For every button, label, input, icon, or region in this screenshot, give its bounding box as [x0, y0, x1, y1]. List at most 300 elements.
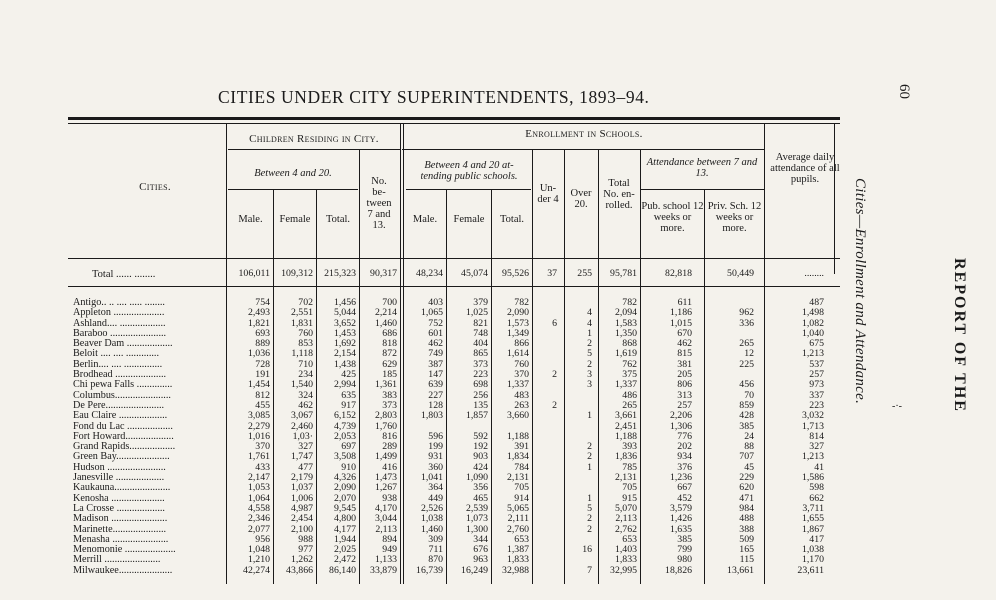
table-cell: 147 — [428, 369, 443, 381]
table-cell — [532, 494, 557, 504]
col-priv-sch — [704, 298, 754, 576]
total-avg-daily: ........ — [804, 268, 824, 279]
table-cell: 1,426 — [669, 513, 692, 525]
table-cell: 1,300 — [465, 523, 488, 535]
table-cell: 2,154 — [333, 348, 356, 360]
city-name: De Pere....................... — [73, 399, 165, 411]
table-cell: 1,188 — [506, 430, 529, 442]
table-cell: 1,350 — [614, 327, 637, 339]
table-cell: 676 — [473, 544, 488, 556]
table-cell: 32,995 — [610, 564, 637, 576]
table-cell: 1,213 — [801, 348, 824, 360]
table-cell: 1 — [587, 461, 592, 473]
table-cell: 2 — [587, 451, 592, 463]
table-cell: 4,739 — [333, 420, 356, 432]
table-cell: 707 — [739, 451, 754, 463]
table-cell: 2,762 — [614, 523, 637, 535]
table-cell: 43,866 — [286, 564, 313, 576]
table-cell: 1,03· — [292, 430, 313, 442]
table-cell — [532, 514, 557, 524]
table-cell: 711 — [428, 544, 443, 556]
table-cell: 3,711 — [802, 502, 824, 514]
table-cell: 337 — [809, 389, 824, 401]
table-cell: 2,090 — [506, 307, 529, 319]
table-cell: 4 — [587, 307, 592, 319]
table-cell: 165 — [739, 544, 754, 556]
table-cell: 370 — [255, 441, 270, 453]
col-enrolled-female — [446, 298, 488, 576]
table-cell: 192 — [473, 441, 488, 453]
table-cell: 199 — [428, 441, 443, 453]
table-cell: 1,065 — [420, 307, 443, 319]
total-priv-sch: 50,449 — [727, 268, 754, 279]
table-cell: 1,037 — [290, 482, 313, 494]
city-name: Beloit .... .... ............. — [73, 348, 160, 360]
table-cell: 698 — [473, 379, 488, 391]
table-cell: 4,800 — [333, 513, 356, 525]
table-cell — [532, 349, 557, 359]
table-cell: 456 — [739, 379, 754, 391]
table-cell: 1,499 — [374, 451, 397, 463]
table-cell: 748 — [473, 327, 488, 339]
table-cell: 2,454 — [290, 513, 313, 525]
table-cell: 5 — [587, 502, 592, 514]
city-name: Menomonie .................... — [73, 544, 176, 556]
table-cell: 381 — [677, 358, 692, 370]
table-cell: 675 — [809, 338, 824, 350]
table-cell: 509 — [739, 533, 754, 545]
city-name: Ashland.... .................. — [73, 317, 166, 329]
city-name: Beaver Dam .................. — [73, 338, 173, 350]
table-cell: 1,540 — [290, 379, 313, 391]
table-cell: 956 — [255, 533, 270, 545]
table-cell: 1,834 — [506, 451, 529, 463]
table-cell: 782 — [622, 297, 637, 308]
city-name: Berlin.... .... ............... — [73, 358, 163, 370]
table-cell: 16,739 — [416, 564, 443, 576]
table-cell: 234 — [298, 369, 313, 381]
table-cell: 962 — [739, 307, 754, 319]
total-enrolled-female: 45,074 — [461, 268, 488, 279]
table-cell — [532, 525, 557, 535]
col-rule-14 — [834, 124, 835, 274]
table-cell — [532, 411, 557, 421]
table-cell: 3,044 — [374, 513, 397, 525]
total-under-4: 37 — [547, 268, 557, 279]
table-cell: 1,015 — [669, 317, 692, 329]
table-cell: 1,473 — [374, 472, 397, 484]
table-cell: 5,070 — [614, 502, 637, 514]
table-cell: 263 — [514, 399, 529, 411]
table-cell: 1,833 — [614, 554, 637, 566]
table-cell: 806 — [677, 379, 692, 391]
table-cell: 1,635 — [669, 523, 692, 535]
table-cell: 662 — [809, 492, 824, 504]
table-cell: 385 — [677, 533, 692, 545]
table-cell: 760 — [514, 358, 529, 370]
page-number: 60 — [896, 84, 912, 99]
table-cell: 1,210 — [247, 554, 270, 566]
table-cell: 782 — [514, 297, 529, 308]
table-cell: 364 — [428, 482, 443, 494]
table-cell: 870 — [428, 554, 443, 566]
table-cell: 949 — [382, 544, 397, 556]
table-cell — [532, 339, 557, 349]
table-cell: 1,036 — [247, 348, 270, 360]
table-cell: 2 — [587, 338, 592, 350]
total-enrolled-male: 48,234 — [416, 268, 443, 279]
table-cell: 487 — [809, 297, 824, 308]
table-cell: 915 — [622, 492, 637, 504]
header-over-20: Over 20. — [570, 188, 592, 210]
table-cell: 2 — [587, 513, 592, 525]
table-cell: 1,573 — [506, 317, 529, 329]
col-pub-school — [640, 298, 692, 576]
table-cell: 1,498 — [801, 307, 824, 319]
table-cell: 1,337 — [506, 379, 529, 391]
table-cell: 1,586 — [801, 472, 824, 484]
table-cell — [532, 483, 557, 493]
page-title: CITIES UNDER CITY SUPERINTENDENTS, 1893–94. — [218, 87, 650, 107]
table-cell: 963 — [473, 554, 488, 566]
table-cell: 697 — [341, 441, 356, 453]
table-cell: 227 — [428, 389, 443, 401]
table-cell: 1,836 — [614, 451, 637, 463]
table-cell: 428 — [739, 410, 754, 422]
city-name: Hudson ....................... — [73, 461, 166, 473]
city-name: Kenosha ..................... — [73, 492, 165, 504]
table-cell: 1,821 — [247, 317, 270, 329]
table-cell: 752 — [428, 317, 443, 329]
table-cell: 1,016 — [247, 430, 270, 442]
rule-enrollment-group — [402, 149, 764, 150]
table-cell: 1 — [587, 410, 592, 422]
table-cell: 1,006 — [290, 492, 313, 504]
table-cell: 45 — [744, 461, 754, 473]
table-cell: 2,346 — [247, 513, 270, 525]
header-no-between-7-13: No. be- tween 7 and 13. — [366, 176, 392, 231]
city-name: Fond du Lac .................. — [73, 420, 173, 432]
table-cell: 984 — [739, 502, 754, 514]
table-cell — [532, 432, 557, 442]
table-cell: 2,053 — [333, 430, 356, 442]
table-cell: 455 — [255, 399, 270, 411]
table-cell: 3,652 — [333, 317, 356, 329]
city-name: Baraboo ...................... — [73, 327, 167, 339]
city-name: Chi pewa Falls .............. — [73, 379, 173, 391]
table-cell: 934 — [677, 451, 692, 463]
table-cell: 776 — [677, 430, 692, 442]
table-cell: 2,070 — [333, 492, 356, 504]
table-cell: 416 — [382, 461, 397, 473]
city-name: Fort Howard................... — [73, 430, 174, 442]
table-cell: 1,073 — [465, 513, 488, 525]
table-cell: 465 — [473, 492, 488, 504]
table-cell — [532, 442, 557, 452]
table-cell: 639 — [428, 379, 443, 391]
table-cell: 1,306 — [669, 420, 692, 432]
table-cell: 1,040 — [801, 327, 824, 339]
table-cell: 816 — [382, 430, 397, 442]
table-cell: 1,803 — [420, 410, 443, 422]
table-cell: 433 — [255, 461, 270, 473]
table-cell: 1,041 — [420, 472, 443, 484]
table-cell: 309 — [428, 533, 443, 545]
table-cell: 393 — [622, 441, 637, 453]
table-cell: 2,760 — [506, 523, 529, 535]
table-cell: 889 — [255, 338, 270, 350]
table-cell: 135 — [473, 399, 488, 411]
table-cell: 1,460 — [420, 523, 443, 535]
col-between-7-13 — [359, 298, 397, 576]
table-cell: 2,472 — [333, 554, 356, 566]
table-cell: 710 — [298, 358, 313, 370]
table-cell: 728 — [255, 358, 270, 370]
table-cell — [532, 380, 557, 390]
city-name: Appleton .................... — [73, 307, 165, 319]
table-cell: 4 — [587, 317, 592, 329]
table-cell: 1,456 — [333, 297, 356, 308]
col-over-20 — [564, 298, 592, 576]
table-cell: 1,133 — [374, 554, 397, 566]
table-cell: 16 — [582, 544, 592, 556]
table-cell: 391 — [514, 441, 529, 453]
table-cell: 1 — [587, 492, 592, 504]
col-avg-daily — [764, 298, 824, 576]
table-cell: 1,831 — [290, 317, 313, 329]
table-cell: 866 — [514, 338, 529, 350]
table-cell: 705 — [514, 482, 529, 494]
table-cell: 16,249 — [461, 564, 488, 576]
table-cell: 4,177 — [333, 523, 356, 535]
table-cell — [564, 391, 592, 401]
total-male: 106,011 — [238, 268, 270, 279]
table-cell: 486 — [622, 389, 637, 401]
table-cell: 537 — [809, 358, 824, 370]
table-cell: 462 — [298, 399, 313, 411]
table-cell: 24 — [744, 430, 754, 442]
table-cell: 910 — [341, 461, 356, 473]
table-cell — [564, 473, 592, 483]
city-name: Eau Claire ................... — [73, 410, 168, 422]
header-attending-public: Between 4 and 20 at- tending public schools. — [420, 160, 518, 182]
rule-attending-public — [406, 189, 531, 190]
header-between-4-20: Between 4 and 20. — [254, 168, 332, 179]
table-cell: 917 — [341, 399, 356, 411]
table-cell: 3,661 — [614, 410, 637, 422]
table-cell: 2,131 — [506, 472, 529, 484]
table-cell: 2,113 — [375, 523, 397, 535]
table-cell: 760 — [298, 327, 313, 339]
table-cell — [532, 463, 557, 473]
table-cell: 2,100 — [290, 523, 313, 535]
table-cell: 425 — [341, 369, 356, 381]
total-total: 215,323 — [324, 268, 356, 279]
table-cell: 2,206 — [669, 410, 692, 422]
header-avg-daily: Average daily attendance of all pupils. — [770, 152, 840, 185]
table-cell: 383 — [382, 389, 397, 401]
table-cell — [532, 535, 557, 545]
city-name: Columbus...................... — [73, 389, 171, 401]
table-cell: 1,619 — [614, 348, 637, 360]
table-cell: 462 — [677, 338, 692, 350]
col-enrolled-total — [491, 298, 529, 576]
table-cell: 376 — [677, 461, 692, 473]
table-cell: 2,090 — [333, 482, 356, 494]
table-cell: 313 — [677, 389, 692, 401]
table-cell: 988 — [298, 533, 313, 545]
table-cell: 33,879 — [370, 564, 397, 576]
header-enrolled-total: Total. — [499, 214, 525, 225]
col-total-enrolled — [598, 298, 637, 576]
total-over-20: 255 — [577, 268, 592, 279]
table-cell: 1,349 — [506, 327, 529, 339]
table-cell: 3,508 — [333, 451, 356, 463]
table-cell: 814 — [809, 430, 824, 442]
table-cell: 859 — [739, 399, 754, 411]
table-cell: 5,044 — [333, 307, 356, 319]
table-cell: 13,661 — [727, 564, 754, 576]
table-cell: 1,025 — [465, 307, 488, 319]
table-cell: 2,451 — [614, 420, 637, 432]
table-cell: 356 — [473, 482, 488, 494]
table-cell: 223 — [473, 369, 488, 381]
table-cell: 592 — [473, 430, 488, 442]
table-cell: 256 — [473, 389, 488, 401]
table-cell: 344 — [473, 533, 488, 545]
table-cell: 6,152 — [333, 410, 356, 422]
margin-mark: -·- — [892, 401, 902, 412]
table-cell: 598 — [809, 482, 824, 494]
table-cell: 7 — [587, 564, 592, 576]
table-cell: 2 — [587, 441, 592, 453]
table-cell: 3 — [587, 369, 592, 381]
table-cell: 477 — [298, 461, 313, 473]
table-cell — [532, 452, 557, 462]
table-cell: 1,361 — [374, 379, 397, 391]
header-total: Total. — [325, 214, 351, 225]
table-cell: 327 — [298, 441, 313, 453]
table-cell: 1,262 — [290, 554, 313, 566]
table-cell: 784 — [514, 461, 529, 473]
table-cell: 1,655 — [801, 513, 824, 525]
table-cell: 653 — [514, 533, 529, 545]
table-cell: 4,326 — [333, 472, 356, 484]
table-cell: 257 — [809, 369, 824, 381]
table-cell: 3,067 — [290, 410, 313, 422]
table-cell — [532, 329, 557, 339]
table-cell: 327 — [809, 441, 824, 453]
table-cell: 785 — [622, 461, 637, 473]
table-cell: 2,279 — [247, 420, 270, 432]
table-cell: 1,188 — [614, 430, 637, 442]
table-cell: 653 — [622, 533, 637, 545]
table-cell: 1,583 — [614, 317, 637, 329]
table-cell: 452 — [677, 492, 692, 504]
rule-children-group — [228, 149, 400, 150]
table-cell: 9,545 — [333, 502, 356, 514]
table-cell: 799 — [677, 544, 692, 556]
table-cell: 1,090 — [465, 472, 488, 484]
table-cell: 977 — [298, 544, 313, 556]
table-cell: 1,761 — [247, 451, 270, 463]
total-enrolled-total: 95,526 — [502, 268, 529, 279]
table-cell: 483 — [514, 389, 529, 401]
table-cell: 18,826 — [665, 564, 692, 576]
totals-bottom-rule — [68, 286, 840, 287]
total-pub-school: 82,818 — [665, 268, 692, 279]
table-cell: 903 — [473, 451, 488, 463]
col-female — [273, 298, 313, 576]
table-cell: 853 — [298, 338, 313, 350]
table-cell: 404 — [473, 338, 488, 350]
table-cell: 2,526 — [420, 502, 443, 514]
table-cell: 1,267 — [374, 482, 397, 494]
table-cell: 2,551 — [290, 307, 313, 319]
total-row-label: Total ...... ........ — [92, 269, 156, 280]
table-cell: 1,186 — [669, 307, 692, 319]
table-cell: 3,032 — [801, 410, 824, 422]
table-cell: 2 — [552, 369, 557, 381]
top-rule — [68, 117, 840, 120]
city-name: Antigo.. .. .... ..... ........ — [73, 297, 165, 308]
table-cell: 1,460 — [374, 317, 397, 329]
header-enrolled-female: Female — [453, 214, 485, 225]
table-cell: 700 — [382, 297, 397, 308]
col-enrolled-male — [403, 298, 443, 576]
table-cell: 32,988 — [502, 564, 529, 576]
table-cell — [532, 545, 557, 555]
table-cell: 375 — [622, 369, 637, 381]
table-cell: 1,867 — [801, 523, 824, 535]
table-cell: 336 — [739, 317, 754, 329]
table-cell: 3,660 — [506, 410, 529, 422]
table-cell: 223 — [809, 399, 824, 411]
side-section-title: Cities—Enrollment and Attendance. — [852, 178, 868, 405]
table-cell: 12 — [744, 348, 754, 360]
table-cell: 3 — [587, 379, 592, 391]
city-name: Janesville ................... — [73, 472, 165, 484]
table-cell: 2,111 — [507, 513, 529, 525]
table-cell: 289 — [382, 441, 397, 453]
table-cell: 1,048 — [247, 544, 270, 556]
table-cell: 693 — [255, 327, 270, 339]
table-cell: 2,460 — [290, 420, 313, 432]
table-cell: 42,274 — [243, 564, 270, 576]
table-cell: 1 — [587, 327, 592, 339]
table-cell: 1,403 — [614, 544, 637, 556]
header-under-4: Un- der 4 — [537, 183, 559, 205]
city-name: La Crosse ................... — [73, 502, 165, 514]
table-cell: 424 — [473, 461, 488, 473]
table-cell: 754 — [255, 297, 270, 308]
table-cell: 2,539 — [465, 502, 488, 514]
table-cell: 601 — [428, 327, 443, 339]
table-cell: 1,118 — [291, 348, 313, 360]
total-female: 109,312 — [281, 268, 313, 279]
table-cell: 41 — [814, 461, 824, 473]
table-cell: 2,994 — [333, 379, 356, 391]
city-name: Kaukauna...................... — [73, 482, 171, 494]
table-cell: 324 — [298, 389, 313, 401]
table-cell: 686 — [382, 327, 397, 339]
table-cell: 1,387 — [506, 544, 529, 556]
city-name: Green Bay..................... — [73, 451, 170, 463]
header-enrolled-male: Male. — [412, 214, 438, 225]
table-cell: 2,803 — [374, 410, 397, 422]
table-cell: 88 — [744, 441, 754, 453]
table-cell — [532, 504, 557, 514]
